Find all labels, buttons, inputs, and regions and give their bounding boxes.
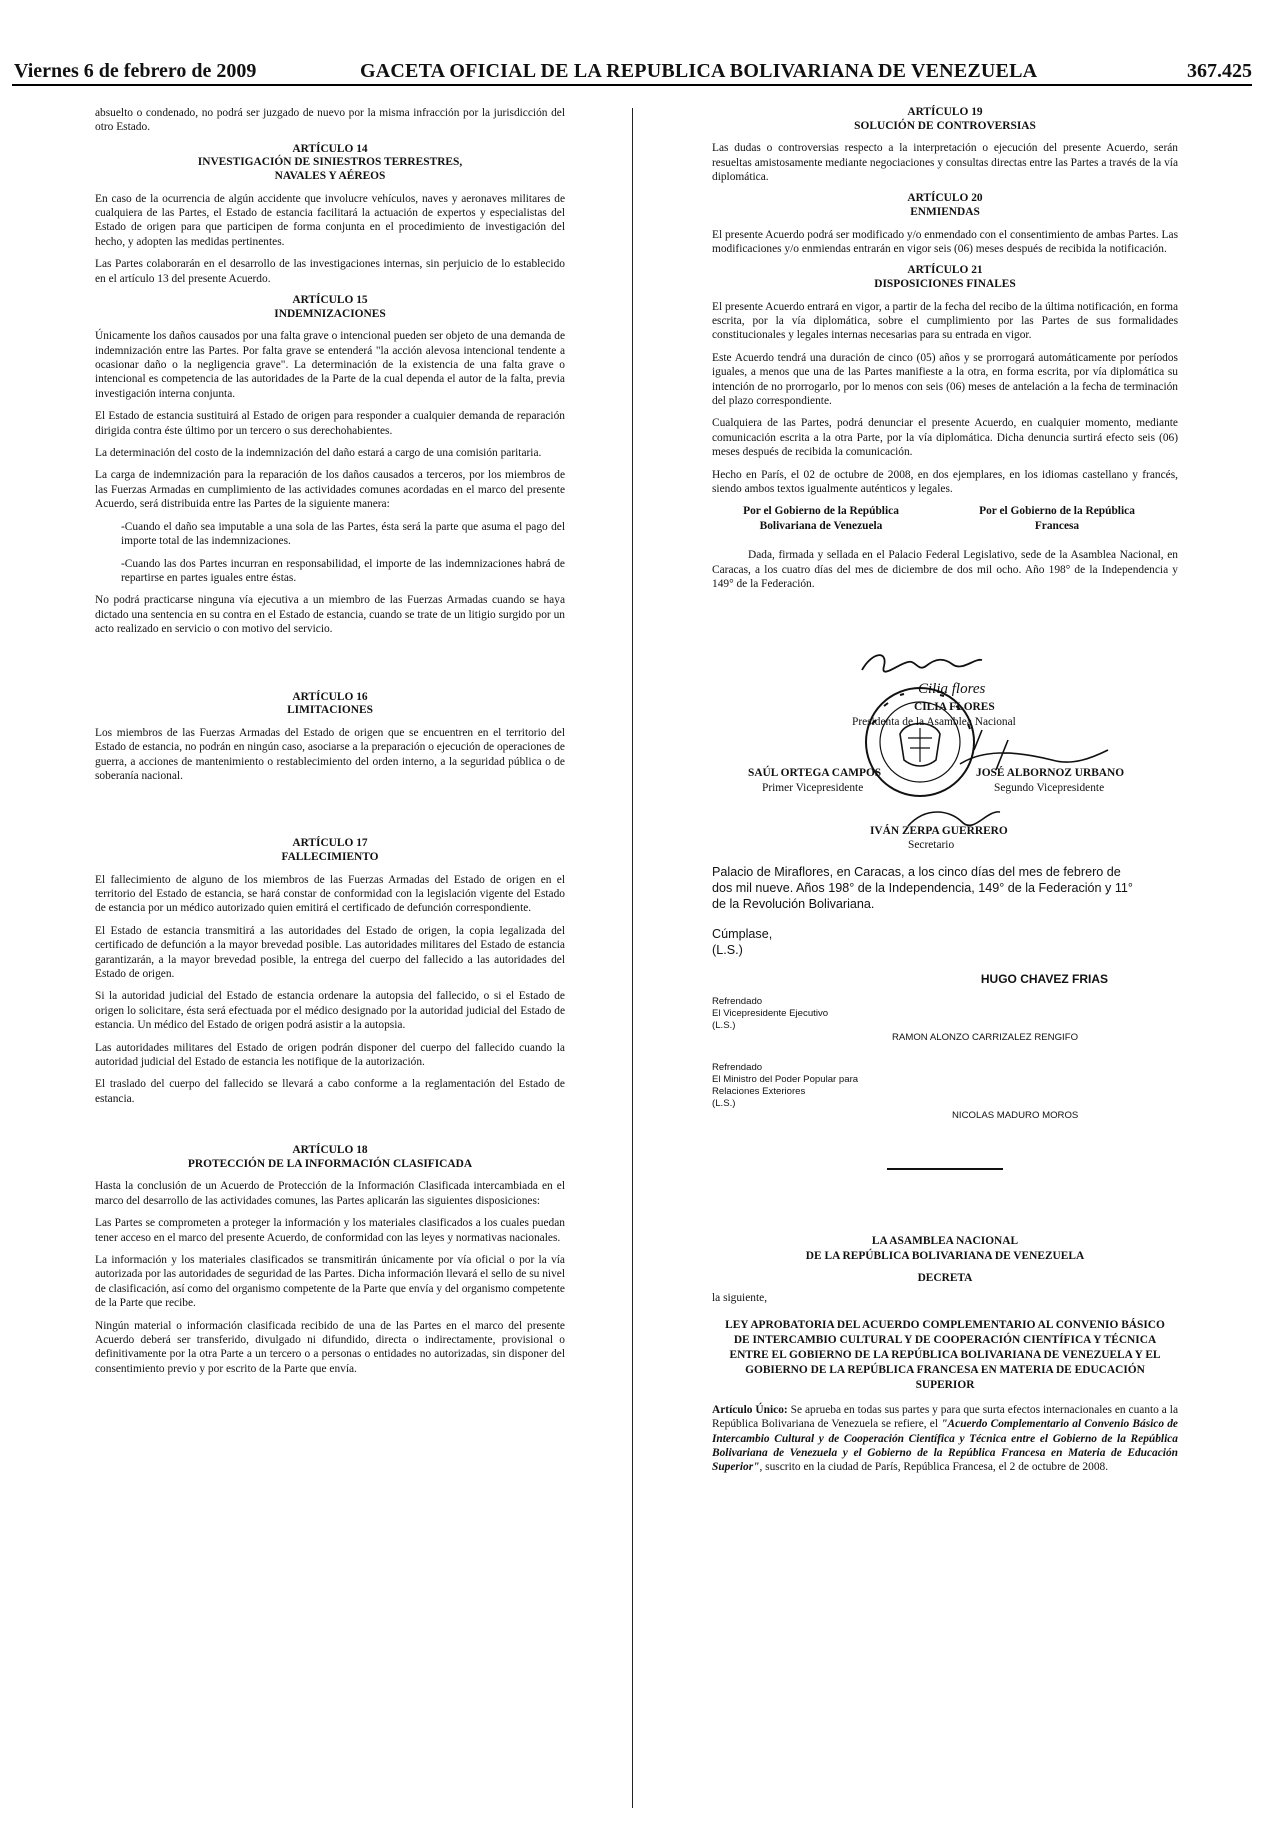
article-19-paragraph: Las dudas o controversias respecto a la interpretación o ejecución del presente Acuerdo, serán resueltas amistosamente mediante negociaciones y consultas directas entre las Partes a través de la vía diplomática. [712, 142, 1178, 183]
decree-heading-1: LA ASAMBLEA NACIONAL [871, 1235, 1019, 1248]
president-assembly-name: CILIA FLORES [914, 700, 995, 713]
signature-vp-icon [960, 730, 1108, 770]
article-17-heading: ARTÍCULO 17 FALLECIMIENTO [281, 837, 379, 863]
articulo-unico: Artículo Único: Se aprueba en todas sus partes y para que surta efectos internacionales en cuanto a la República Bolivariana de Venezuela se refiere, el "Acuerdo Complementario al Convenio Básico de Intercambio Cultural y de Cooperación Científica y Técnica entre el Gobierno de la República Bolivariana de Venezuela y el Gobierno de la República Francesa en Materia de Educación Superior", suscrito en la ciudad de París, República Francesa, el 2 de octubre de 2008. [712, 1403, 1179, 1474]
decreta: DECRETA [917, 1271, 973, 1284]
article-17-paragraph: El fallecimiento de alguno de los miembros de las Fuerzas Armadas del Estado de origen en el territorio del Estado de estancia, se hará constar de conformidad con la legislación vigente del Estado de estancia por un médico autorizado quien emitirá el certificado de defunción correspondiente. [95, 873, 565, 915]
article-19-heading: ARTÍCULO 19 SOLUCIÓN DE CONTROVERSIAS [854, 106, 1036, 132]
right-column [712, 106, 1178, 1483]
article-17-paragraph: El traslado del cuerpo del fallecido se llevará a cabo conforme a la reglamentación del Estado de estancia. [95, 1078, 565, 1105]
refrendo-2: Refrendado El Ministro del Poder Popular para Relaciones Exteriores (L.S.) NICOLAS MADURO MOROS [712, 1062, 1079, 1122]
signature-flores-icon [862, 655, 982, 672]
issue-date: Viernes 6 de febrero de 2009 [14, 60, 257, 82]
article-20-heading: ARTÍCULO 20 ENMIENDAS [907, 192, 983, 218]
la-siguiente: la siguiente, [712, 1292, 768, 1305]
article-15-bullet: -Cuando las dos Partes incurran en responsabilidad, el importe de las indemnizaciones habrá de repartirse en partes iguales entre éstas. [121, 557, 565, 584]
vp2-role: Segundo Vicepresidente [994, 781, 1105, 794]
president-name: HUGO CHAVEZ FRIAS [980, 971, 1108, 986]
article-14-heading: ARTÍCULO 14 INVESTIGACIÓN DE SINIESTROS TERRESTRES, NAVALES Y AÉREOS [197, 142, 463, 182]
gazette-header [12, 56, 1252, 86]
vp1-role: Primer Vicepresidente [762, 781, 864, 794]
article-18-paragraph: La información y los materiales clasificados se transmitirán únicamente por vía oficial o por la vía autorizada por las autoridades de seguridad de las Partes. Dicha información llevará el sello de su nivel de clasificación, así como del organismo competente de la Parte que envía y del organismo competente de la Parte que recibe. [95, 1254, 565, 1310]
article-17-paragraph: El Estado de estancia transmitirá a las autoridades del Estado de origen, la copia legalizada del certificado de defunción a la mayor brevedad posible. Las autoridades militares del Estado de estancia garantizarán, a la mayor brevedad posible, la entrega del cuerpo del fallecido a las autoridades del Estado de origen. [95, 924, 565, 980]
dada-paragraph: Dada, firmada y sellada en el Palacio Federal Legislativo, sede de la Asamblea Nacional, en Caracas, a los cuatro días del mes de diciembre de dos mil ocho. Año 198° de la Independencia y 149° de la Federación. [712, 549, 1178, 591]
law-title: LEY APROBATORIA DEL ACUERDO COMPLEMENTARIO AL CONVENIO BÁSICO DE INTERCAMBIO CULTURAL Y DE COOPERACIÓN CIENTÍFICA Y TÉCNICA ENTRE EL GOBIERNO DE LA REPÚBLICA BOLIVARIANA DE VENEZUELA Y EL GOBIERNO DE LA REPÚBLICA FRANCESA EN MATERIA DE EDUCACIÓN SUPERIOR [725, 1318, 1165, 1391]
ls-mark: (L.S.) [712, 942, 743, 957]
article-21-heading: ARTÍCULO 21 DISPOSICIONES FINALES [874, 264, 1016, 290]
article-16-heading: ARTÍCULO 16 LIMITACIONES [287, 690, 373, 717]
article-17-paragraph: Si la autoridad judicial del Estado de estancia ordenare la autopsia del fallecido, o si el Estado de origen lo solicitare, ésta será efectuada por el médico designado por la autoridad judicial del Estado de estancia. Un médico del Estado de origen podrá asistir a la autopsia. [95, 990, 565, 1032]
signature-script: Cilia flores [918, 680, 986, 697]
secretary-role: Secretario [908, 838, 955, 851]
vp2-name: JOSÉ ALBORNOZ URBANO [976, 766, 1125, 779]
intro-paragraph: absuelto o condenado, no podrá ser juzgado de nuevo por la misma infracción por la jurisdicción del otro Estado. [95, 107, 565, 134]
article-15-bullet: -Cuando el daño sea imputable a una sola de las Partes, ésta será la parte que asuma el pago del importe total de las indemnizaciones. [121, 520, 565, 548]
signatories-row [712, 504, 1178, 538]
refrendo-1: Refrendado El Vicepresidente Ejecutivo (L.S.) RAMON ALONZO CARRIZALEZ RENGIFO [712, 996, 1079, 1044]
article-15-paragraph: El Estado de estancia sustituirá al Estado de origen para responder a cualquier demanda de reparación dirigida contra éste último por un tercero o sus derechohabientes. [95, 410, 565, 437]
article-15-paragraph: La carga de indemnización para la reparación de los daños causados a terceros, por los miembros de las Fuerzas Armadas en cumplimiento de las actividades comunes acordadas en el marco del presente Acuerdo, será distribuida entre las Partes de la siguiente manera: [95, 469, 565, 511]
page-number: 367.425 [1187, 60, 1252, 82]
decree-heading-2: DE LA REPÚBLICA BOLIVARIANA DE VENEZUELA [805, 1249, 1085, 1262]
article-18-heading: ARTÍCULO 18 PROTECCIÓN DE LA INFORMACIÓN CLASIFICADA [187, 1144, 473, 1170]
article-18-paragraph: Hasta la conclusión de un Acuerdo de Protección de la Información Clasificada intercambiada en el marco del desarrollo de las actividades comunes, las Partes aplicarán las siguientes disposiciones: [95, 1180, 565, 1207]
article-14-paragraph: Las Partes colaborarán en el desarrollo de las investigaciones internas, sin perjuicio de lo establecido en el artículo 13 del presente Acuerdo. [95, 258, 565, 285]
left-column [95, 106, 565, 1384]
cumplase: Cúmplase, [712, 926, 773, 941]
article-21-paragraph: Hecho en París, el 02 de octubre de 2008, en dos ejemplares, en los idiomas castellano y francés, siendo ambos textos igualmente auténticos y legales. [712, 468, 1178, 496]
gazette-title: GACETA OFICIAL DE LA REPUBLICA BOLIVARIANA DE VENEZUELA [360, 60, 1038, 82]
article-15-heading: ARTÍCULO 15 INDEMNIZACIONES [274, 294, 386, 320]
president-assembly-role: Presidenta de la Asamblea Nacional [852, 715, 1016, 728]
vp1-name: SAÚL ORTEGA CAMPOS [748, 766, 882, 779]
article-15-paragraph: Únicamente los daños causados por una falta grave o intencional pueden ser objeto de una demanda de indemnización entre las Partes. Por falta grave se entenderá "la acción alevosa intencional tendente a ocasionar daño o la negligencia grave". La determinación de la existencia de una falta grave o intencional es competencia de las autoridades de la Parte de la cual dependa el autor de la falta, previa investigación interna conjunta. [95, 330, 565, 400]
article-16-paragraph: Los miembros de las Fuerzas Armadas del Estado de origen que se encuentren en el territorio del Estado de estancia, no podrán en ningún caso, asociarse a la preparación o ejecución de operaciones de guerra, a acciones de mantenimiento o restablecimiento del orden interno, a la seguridad pública o de soberanía nacional. [95, 726, 565, 782]
article-14-paragraph: En caso de la ocurrencia de algún accidente que involucre vehículos, naves y aeronaves militares de cualquiera de las Partes, el Estado de estancia facilitará la actuación de expertos y especialistas del Estado de origen para que participen de forma conjunta en el procedimiento de investigación del hecho, y adopten las medidas pertinentes. [95, 192, 565, 248]
article-15-paragraph: La determinación del costo de la indemnización del daño estará a cargo de una comisión paritaria. [95, 447, 542, 460]
article-15-paragraph: No podrá practicarse ninguna vía ejecutiva a un miembro de las Fuerzas Armadas cuando se haya dictado una sentencia en su contra en el Estado de estancia, cuando se trate de un litigio surgido por un acto realizado en servicio o con motivo del servicio. [95, 594, 565, 636]
article-18-paragraph: Las Partes se comprometen a proteger la información y los materiales clasificados a los cuales puedan tener acceso en el marco del presente Acuerdo, de conformidad con las leyes y normativas nacionales. [95, 1217, 565, 1244]
secretary-name: IVÁN ZERPA GUERRERO [870, 824, 1008, 837]
article-21-paragraph: El presente Acuerdo entrará en vigor, a partir de la fecha del recibo de la última notificación, en forma escrita, por la vía diplomática, sobre el cumplimiento por las Partes de sus formalidades constitucionales y legales internas necesarias para su entrada en vigor. [712, 300, 1178, 342]
signature-block [712, 600, 1178, 850]
column-divider [632, 108, 633, 1808]
article-17-paragraph: Las autoridades militares del Estado de origen podrán disponer del cuerpo del fallecido cuando la autoridad judicial del Estado de estancia les notifique de la autorización. [95, 1041, 565, 1068]
article-18-paragraph: Ningún material o información clasificada recibido de una de las Partes en el marco del presente Acuerdo deberá ser transferido, divulgado ni difundido, directa o indirectamente, provisional o definitivamente por la otra Parte a un tercero o a personas o entidades no autorizadas, sin disponer del consentimiento previo y por escrito de la Parte que envía. [95, 1319, 565, 1375]
article-21-paragraph: Cualquiera de las Partes, podrá denunciar el presente Acuerdo, en cualquier momento, mediante comunicación escrita a la otra Parte, por la vía diplomática. Dicha denuncia surtirá efecto seis (06) meses después de recibida la comunicación. [712, 417, 1178, 459]
signatory-venezuela: Por el Gobierno de la República Bolivariana de Venezuela [743, 505, 899, 532]
article-20-paragraph: El presente Acuerdo podrá ser modificado y/o enmendado con el consentimiento de ambas Partes. Las modificaciones y/o enmiendas entrarán en vigor seis (06) meses después de recibida la notificación. [712, 228, 1178, 255]
palacio-paragraph: Palacio de Miraflores, en Caracas, a los cinco días del mes de febrero de dos mil nueve. Años 198° de la Independencia, 149° de la Federación y 11° de la Revolución Bolivariana. [712, 864, 1133, 911]
article-21-paragraph: Este Acuerdo tendrá una duración de cinco (05) años y se prorrogará automáticamente por períodos iguales, a menos que una de las Partes manifieste a la otra, en forma escrita, por vía diplomática su intención de no prorrogarlo, por lo menos con seis (06) meses de antelación a la fecha de terminación del plazo correspondiente. [712, 351, 1178, 408]
signatory-france: Por el Gobierno de la República Francesa [979, 505, 1135, 532]
